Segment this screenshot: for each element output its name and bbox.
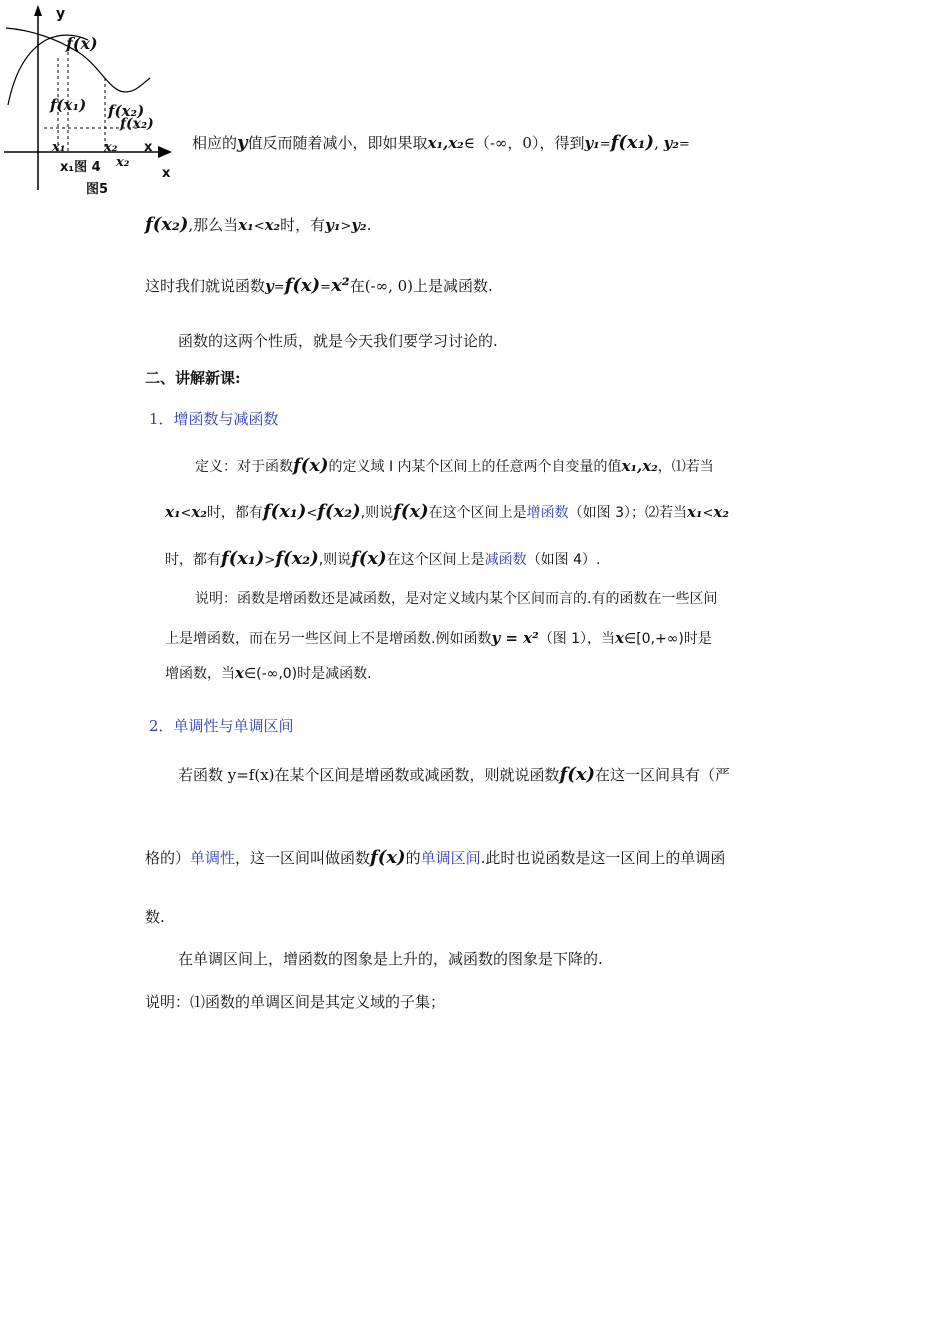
term-monotonicity: 单调性 xyxy=(190,849,236,867)
paragraph-decreasing-conclusion: 这时我们就说函数y=f(x)=x²在(-∞, 0)上是减函数. xyxy=(145,275,493,296)
figure-fx1-label: f(x₁) xyxy=(50,96,87,114)
monotonicity-line-2: 格的）单调性，这一区间叫做函数f(x)的单调区间.此时也说函数是这一区间上的单调函 xyxy=(145,847,726,868)
note-line-1: 说明：函数是增函数还是减函数，是对定义域内某个区间而言的.有的函数在一些区间 xyxy=(195,591,718,607)
figure-fx2-label-b: f(x₂) xyxy=(120,116,154,132)
definition-line-3: 时，都有f(x₁)>f(x₂),则说f(x)在这个区间上是减函数（如图 4）. xyxy=(165,548,601,569)
paragraph-condition: f(x₂),那么当x₁<x₂时，有y₁>y₂. xyxy=(145,214,372,235)
figure-fx-label: f(x) xyxy=(66,34,98,53)
definition-line-1: 定义：对于函数f(x)的定义域 I 内某个区间上的任意两个自变量的值x₁,x₂，⑴若当 xyxy=(195,455,714,476)
figure-x-axis-label-b: x xyxy=(162,166,171,181)
paragraph-graph-trend: 在单调区间上，增函数的图象是上升的，减函数的图象是下降的. xyxy=(178,950,603,968)
paragraph-topic: 函数的这两个性质，就是今天我们要学习讨论的. xyxy=(178,332,498,350)
figure-y-label: y xyxy=(56,6,66,22)
note-line-2: 上是增函数，而在另一些区间上不是增函数.例如函数y = x²（图 1），当x∈[0,+∞)时是 xyxy=(165,629,712,647)
term-monotonic-interval: 单调区间 xyxy=(420,849,481,867)
figure-x-axis-label: x xyxy=(144,140,153,155)
figure-x1-label: x₁ xyxy=(52,140,66,155)
subheading-increasing-decreasing: 1．增函数与减函数 xyxy=(149,410,279,428)
figure-caption-5: 图5 xyxy=(86,182,109,197)
monotonicity-line-3: 数. xyxy=(145,908,165,926)
paragraph-monotonic-decrease-intro: 相应的y值反而随着减小，即如果取x₁,x₂∈（-∞，0），得到y₁=f(x₁), y₂= xyxy=(192,132,690,153)
term-increasing-function: 增函数 xyxy=(526,505,569,521)
figure-x2-label: x₂ xyxy=(104,140,118,155)
section-heading: 二、讲解新课: xyxy=(145,369,241,387)
figure-fx2-label: f(x₂) xyxy=(108,102,145,120)
note-line-3: 增函数，当x∈(-∞,0)时是减函数. xyxy=(165,664,372,682)
subheading-monotonicity: 2．单调性与单调区间 xyxy=(149,717,294,735)
figure-caption-4: x₁图 4 xyxy=(60,160,101,175)
definition-line-2: x₁<x₂时，都有f(x₁)<f(x₂),则说f(x)在这个区间上是增函数（如图 3）；⑵若当x₁<x₂ xyxy=(165,501,729,522)
term-decreasing-function: 减函数 xyxy=(484,552,527,568)
monotonicity-line-1: 若函数 y=f(x)在某个区间是增函数或减函数，则就说函数f(x)在这一区间具有（严 xyxy=(178,764,731,785)
figure-x2-label-b: x₂ xyxy=(116,155,130,170)
note-subset: 说明：⑴函数的单调区间是其定义域的子集； xyxy=(145,993,446,1011)
